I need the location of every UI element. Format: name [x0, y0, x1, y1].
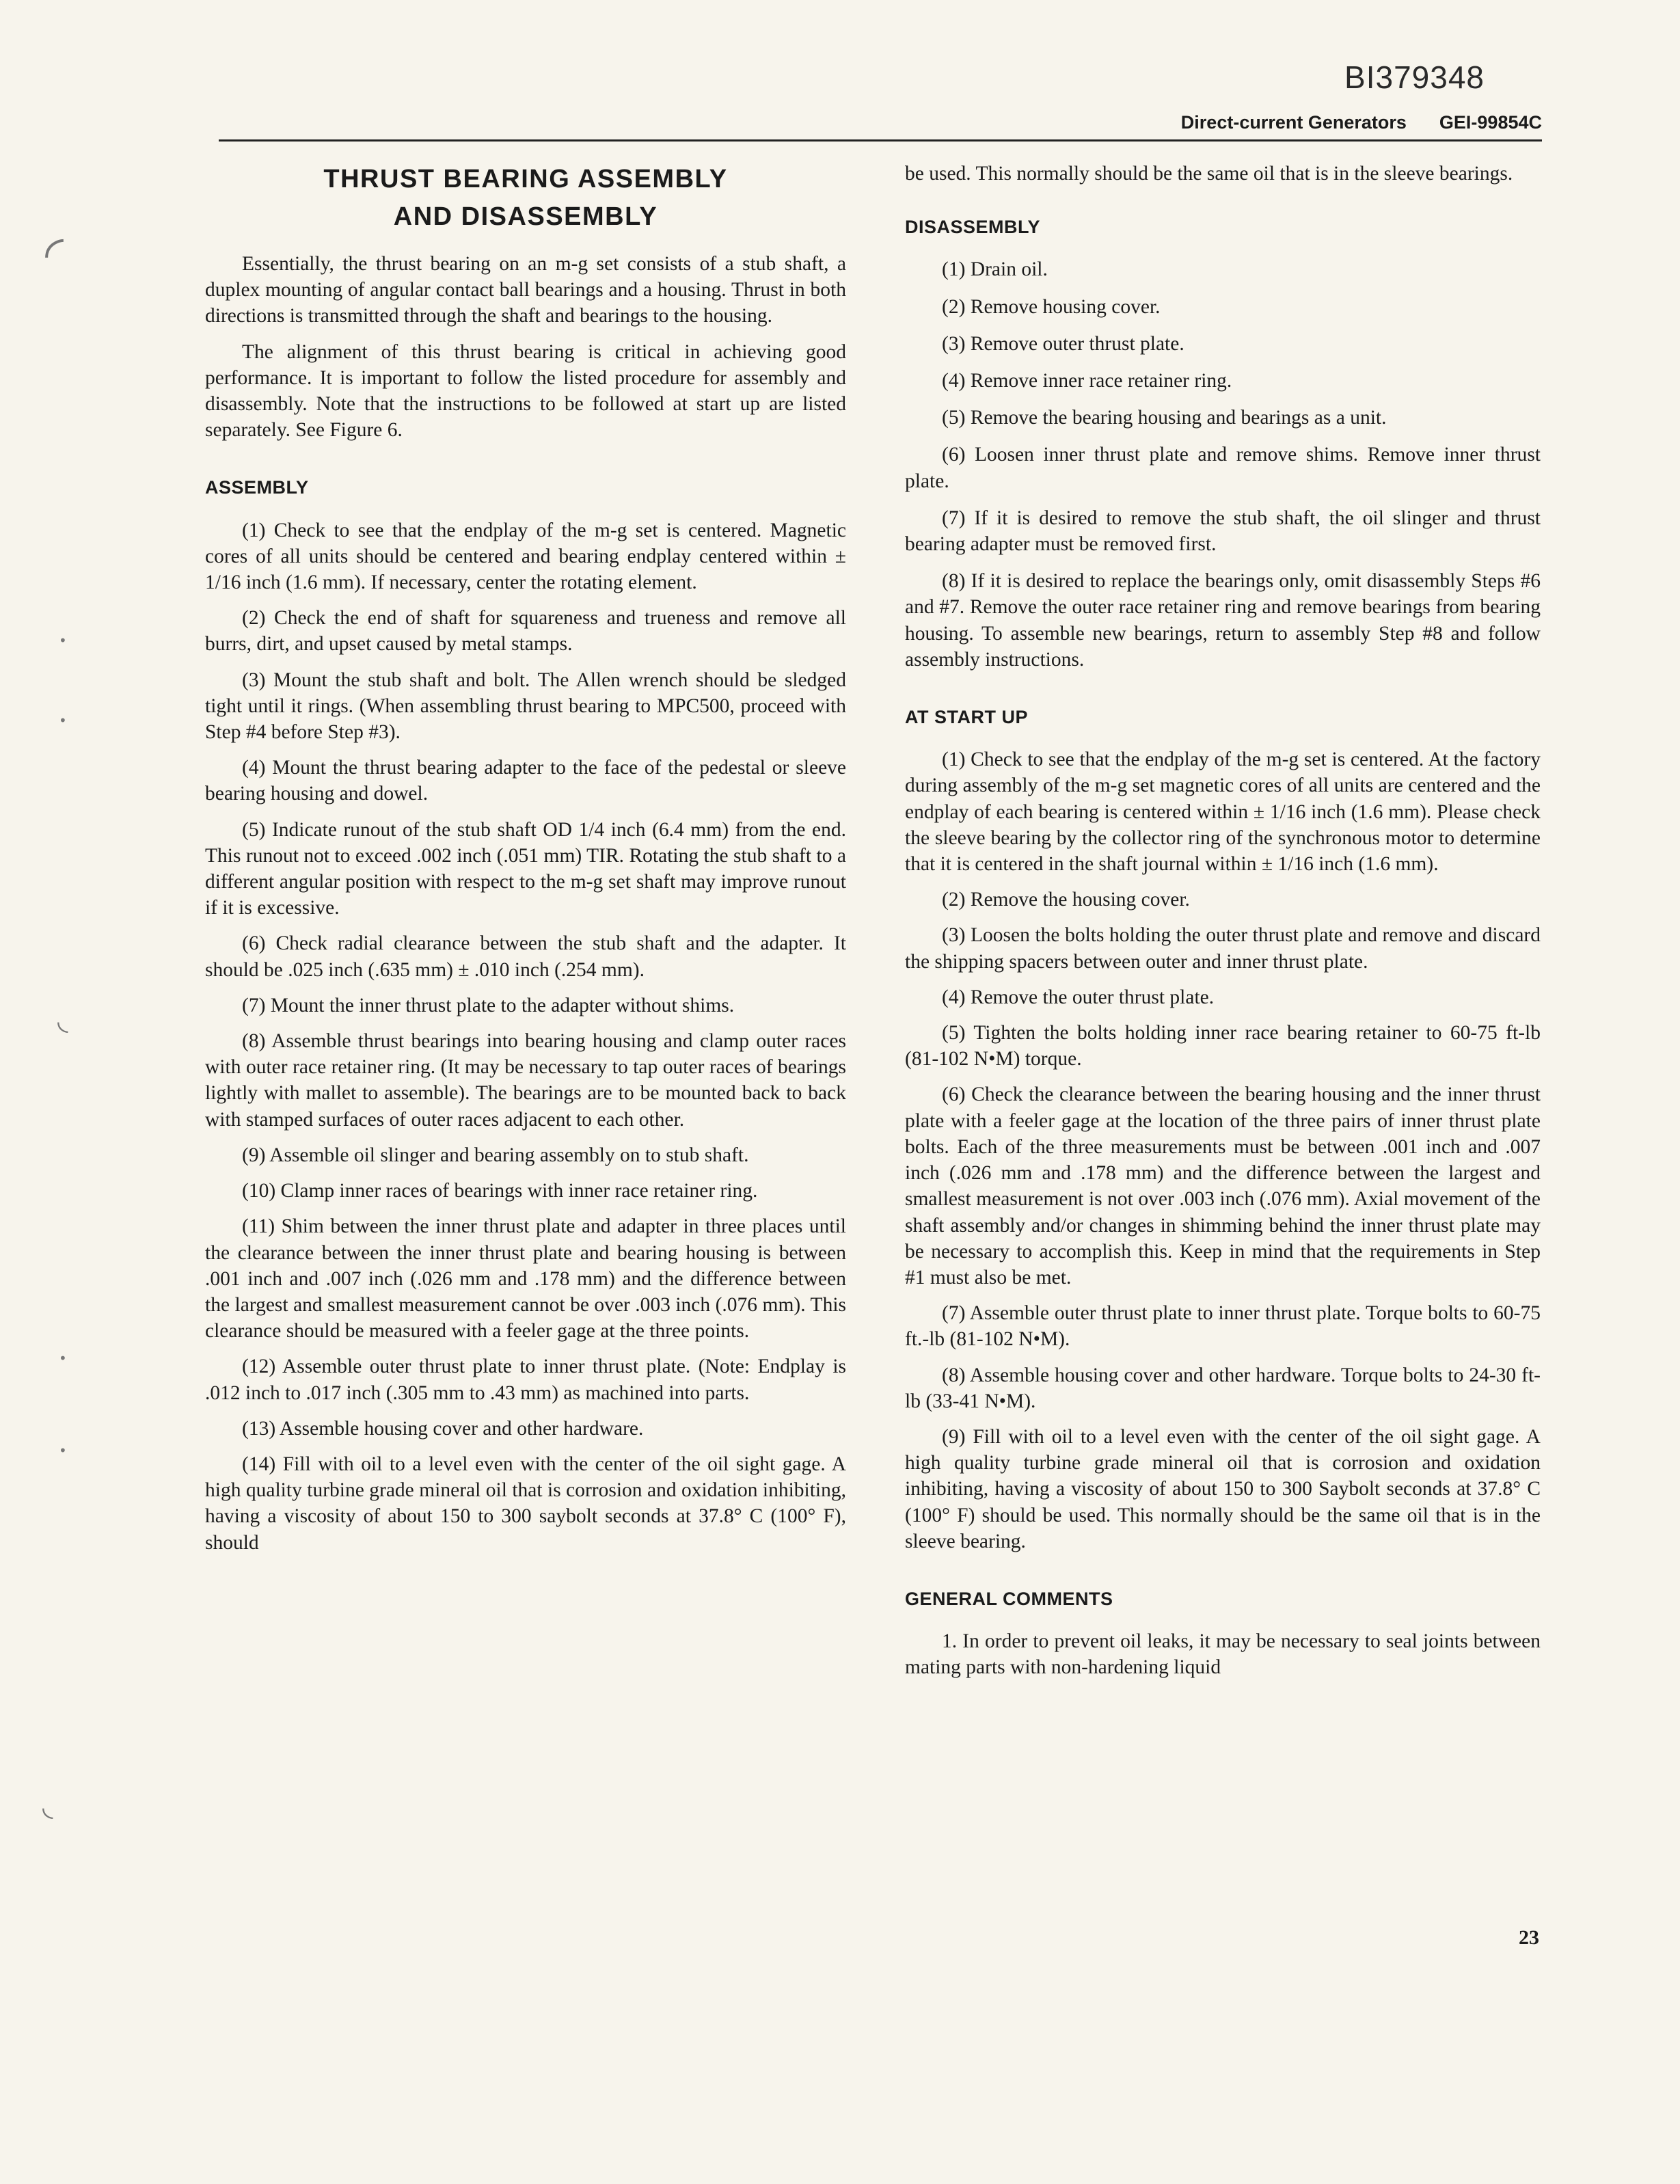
page-number: 23 [1519, 1926, 1539, 1949]
document-number: GEI-99854C [1439, 112, 1542, 133]
assembly-step: (7) Mount the inner thrust plate to the adapter without shims. [242, 994, 735, 1016]
startup-steps [905, 746, 1541, 1554]
assembly-step: (3) Mount the stub shaft and bolt. The Allen wrench should be sledged tight until it rings. (When assembling thrust bearing to MPC500, proceed with Step #4 before Step #3). [205, 669, 846, 744]
disassembly-step: (5) Remove the bearing housing and bearings as a unit. [942, 407, 1387, 429]
assembly-step: (10) Clamp inner races of bearings with inner race retainer ring. [242, 1180, 758, 1202]
disassembly-step: (8) If it is desired to replace the bearings only, omit disassembly Steps #6 and #7. Remove the outer race retainer ring and remove bearings from bearing housing. To assemble new bearings, return to assembly Step #8 and follow assembly instructions. [905, 570, 1541, 671]
left-column [205, 161, 846, 1565]
disassembly-step: (7) If it is desired to remove the stub shaft, the oil slinger and thrust bearing adapter must be removed first. [905, 507, 1541, 556]
disassembly-step: (1) Drain oil. [942, 258, 1048, 281]
startup-step: (2) Remove the housing cover. [942, 889, 1190, 911]
assembly-step: (14) Fill with oil to a level even with the center of the oil sight gage. A high quality turbine grade mineral oil that is corrosion and oxidation inhibiting, having a viscosity of about 150 to 300 saybolt seconds at 37.8° C (100° F), should [205, 1453, 846, 1554]
startup-heading: AT START UP [905, 707, 1028, 728]
assembly-heading: ASSEMBLY [205, 477, 309, 498]
intro-paragraph: The alignment of this thrust bearing is critical in achieving good performance. It is important to follow the listed procedure for assembly and disassembly. Note that the instructions to be followed at start up are listed separately. See Figure 6. [205, 340, 846, 442]
disassembly-step: (3) Remove outer thrust plate. [942, 332, 1184, 355]
section-title-line2: AND DISASSEMBLY [393, 202, 658, 231]
assembly-step: (6) Check radial clearance between the stub shaft and the adapter. It should be .025 inch (.635 mm) ± .010 inch (.254 mm). [205, 932, 846, 981]
startup-step: (6) Check the clearance between the bearing housing and the inner thrust plate with a feeler gage at the location of the three pairs of inner thrust plate bolts. Each of the three measurements must be between .001 inch and .007 inch (.026 mm and .178 mm) and the difference between the largest and smallest measurement is not over .003 inch (.076 mm). Axial movement of the shaft assembly and/or changes in shimming behind the inner thrust plate may be necessary to accomplish this. Keep in mind that the requirements in Step #1 must also be met. [905, 1083, 1541, 1289]
continuation-paragraph: be used. This normally should be the same oil that is in the sleeve bearings. [905, 163, 1513, 185]
assembly-step: (4) Mount the thrust bearing adapter to the face of the pedestal or sleeve bearing housing and dowel. [205, 757, 846, 805]
margin-dot: • [59, 1350, 67, 1366]
startup-step: (1) Check to see that the endplay of the m-g set is centered. At the factory during assembly of the m-g set magnetic cores of all units are centered and the endplay of each bearing is centered within ± 1/16 inch (1.6 mm). Please check the sleeve bearing by the collector ring of the synchronous motor to determine that it is centered in the shaft journal within ± 1/16 inch (1.6 mm). [905, 749, 1541, 876]
margin-dot: • [59, 1442, 67, 1459]
header-rule [219, 139, 1542, 141]
assembly-step: (2) Check the end of shaft for squareness and trueness and remove all burrs, dirt, and upset caused by metal stamps. [205, 607, 846, 656]
general-comments-heading: GENERAL COMMENTS [905, 1588, 1113, 1609]
running-title: Direct-current Generators [1180, 112, 1407, 133]
assembly-step: (12) Assemble outer thrust plate to inner thrust plate. (Note: Endplay is .012 inch to .017 inch (.305 mm to .43 mm) as machined into parts. [205, 1356, 846, 1404]
binder-hole-mark: ◟ [57, 1005, 68, 1036]
startup-step: (9) Fill with oil to a level even with the center of the oil sight gage. A high quality turbine grade mineral oil that is corrosion and oxidation inhibiting, having a viscosity of about 150 to 300 Saybolt seconds at 37.8° C (100° F) should be used. This normally should be the same oil that is in the sleeve bearing. [905, 1425, 1541, 1552]
disassembly-steps [905, 256, 1541, 673]
assembly-step: (9) Assemble oil slinger and bearing assembly on to stub shaft. [242, 1144, 749, 1166]
startup-step: (5) Tighten the bolts holding inner race bearing retainer to 60-75 ft-lb (81-102 N•M) torque. [905, 1022, 1541, 1070]
binder-hole-mark: ◟ [42, 1791, 53, 1822]
startup-step: (7) Assemble outer thrust plate to inner thrust plate. Torque bolts to 60-75 ft.-lb (81-102 N•M). [905, 1302, 1541, 1351]
disassembly-step: (2) Remove housing cover. [942, 295, 1161, 318]
assembly-step: (5) Indicate runout of the stub shaft OD 1/4 inch (6.4 mm) from the end. This runout not to exceed .002 inch (.051 mm) TIR. Rotating the stub shaft to a different angular position with respect to the m-g set shaft may improve runout if it is excessive. [205, 818, 846, 919]
running-header [1181, 112, 1542, 133]
disassembly-step: (6) Loosen inner thrust plate and remove shims. Remove inner thrust plate. [905, 444, 1541, 492]
assembly-step: (13) Assemble housing cover and other hardware. [242, 1417, 644, 1440]
disassembly-heading: DISASSEMBLY [905, 217, 1041, 238]
margin-dot: • [59, 632, 67, 649]
disassembly-step: (4) Remove inner race retainer ring. [942, 370, 1232, 392]
intro-paragraph: Essentially, the thrust bearing on an m-g set consists of a stub shaft, a duplex mounting of angular contact ball bearings and a housing. Thrust in both directions is transmitted through the shaft and bearings to the housing. [205, 253, 846, 327]
assembly-steps [205, 517, 846, 1556]
document-id: BI379348 [1344, 59, 1485, 95]
startup-step: (3) Loosen the bolts holding the outer thrust plate and remove and discard the shipping spacers between outer and inner thrust plate. [905, 924, 1541, 973]
assembly-step: (11) Shim between the inner thrust plate and adapter in three places until the clearance between the inner thrust plate and bearing housing is between .001 inch and .007 inch (.026 mm and .178 mm) and the difference between the largest and smallest measurement cannot be over .003 inch (.076 mm). This clearance should be measured with a feeler gage at the three points. [205, 1215, 846, 1343]
margin-dot: • [59, 712, 67, 729]
startup-step: (4) Remove the outer thrust plate. [942, 986, 1215, 1008]
section-title [205, 161, 846, 236]
binder-hole-mark: ◜ [45, 226, 64, 282]
section-title-line1: THRUST BEARING ASSEMBLY [323, 165, 728, 193]
general-comment: 1. In order to prevent oil leaks, it may be necessary to seal joints between mating parts with non-hardening liquid [905, 1630, 1541, 1679]
right-column [905, 161, 1541, 1690]
startup-step: (8) Assemble housing cover and other hardware. Torque bolts to 24-30 ft-lb (33-41 N•M). [905, 1364, 1541, 1412]
assembly-step: (1) Check to see that the endplay of the m-g set is centered. Magnetic cores of all units should be centered and bearing endplay centered within ± 1/16 inch (1.6 mm). If necessary, center the rotating element. [205, 519, 846, 594]
assembly-step: (8) Assemble thrust bearings into bearing housing and clamp outer races with outer race retainer ring. (It may be necessary to tap outer races of bearings lightly with mallet to assemble). The bearings are to be mounted back to back with stamped surfaces of outer races adjacent to each other. [205, 1030, 846, 1131]
